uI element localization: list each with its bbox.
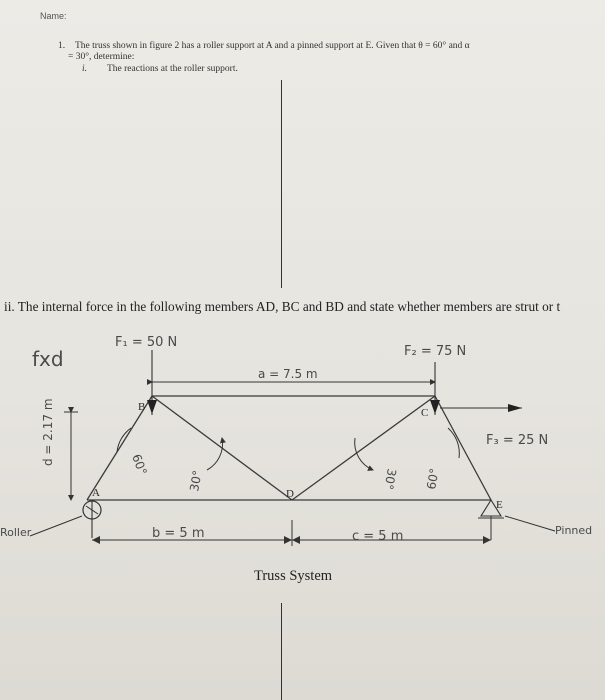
question-1-sub-number: i. (82, 64, 88, 74)
force-f1-label: F₁ = 50 N (115, 335, 178, 350)
question-1-sub-text: The reactions at the roller support. (107, 64, 238, 74)
answer-divider-line-bottom (281, 603, 282, 700)
answer-divider-line-top (281, 80, 282, 288)
node-e-label: E (496, 499, 503, 511)
handwritten-note: fxd (32, 347, 64, 371)
question-1-text-line-1: The truss shown in figure 2 has a roller support at A and a pinned support at E. Given that θ = 60° and α (75, 41, 470, 51)
force-f3-label: F₃ = 25 N (486, 433, 549, 448)
pinned-pointer-line (505, 516, 555, 531)
force-f3-arrowhead (508, 404, 522, 412)
dimension-c-label: c = 5 m (352, 529, 404, 544)
angle-arc-60-right (448, 428, 459, 458)
force-f1-arrowhead (147, 400, 157, 414)
dimension-d-label: d = 2.17 m (41, 398, 55, 466)
dimension-b-label: b = 5 m (152, 526, 205, 541)
figure-caption: Truss System (254, 568, 333, 584)
question-2: ii. The internal force in the following members AD, BC and BD and state whether members are strut or t (4, 299, 561, 314)
question-1-text-line-2: = 30°, determine: (68, 52, 135, 62)
member-dc (292, 396, 435, 500)
angle-label-60-right: 60° (424, 467, 442, 491)
roller-pointer-line (30, 516, 82, 536)
member-ce (435, 396, 491, 500)
angle-label-30-right: 30° (381, 467, 399, 491)
angle-label-30-left: 30° (187, 469, 205, 493)
node-c-label: C (421, 407, 429, 419)
node-b-label: B (138, 401, 146, 413)
question-1-number: 1. (58, 41, 66, 51)
force-f2-label: F₂ = 75 N (404, 344, 467, 359)
pinned-label: Pinned (555, 524, 593, 537)
node-d-label: D (286, 488, 294, 500)
roller-support-symbol (83, 500, 101, 538)
roller-label: Roller (0, 526, 32, 539)
truss-diagram (0, 320, 605, 560)
force-f2-arrowhead (430, 400, 440, 414)
node-a-label: A (92, 487, 100, 499)
name-label: Name: (40, 11, 67, 21)
dimension-a-label: a = 7.5 m (258, 367, 318, 381)
angle-label-60-left: 60° (129, 452, 150, 478)
